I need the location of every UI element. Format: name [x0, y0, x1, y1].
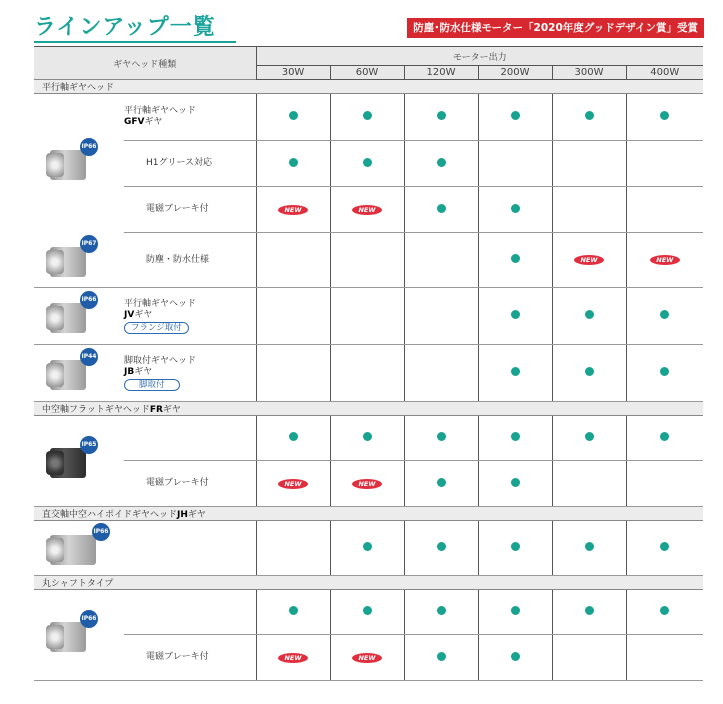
title-underline	[34, 41, 236, 43]
avail-cell	[256, 416, 330, 461]
available-dot	[660, 367, 669, 376]
avail-cell	[552, 94, 626, 141]
motor-image-gfv	[34, 94, 124, 233]
new-badge: NEW	[278, 205, 308, 215]
avail-cell	[552, 345, 626, 402]
avail-cell	[330, 521, 404, 576]
row-label-jb: 脚取付ギヤヘッド JBギヤ 脚取付	[124, 345, 256, 402]
motor-image-jv	[34, 288, 124, 345]
avail-cell	[552, 416, 626, 461]
avail-cell	[330, 416, 404, 461]
avail-cell	[256, 521, 330, 576]
avail-cell	[330, 590, 404, 635]
avail-cell	[404, 141, 478, 187]
new-badge: NEW	[352, 653, 382, 663]
avail-cell	[478, 521, 552, 576]
avail-cell	[552, 141, 626, 187]
avail-cell	[330, 345, 404, 402]
available-dot	[511, 111, 520, 120]
row-label-brake: 電磁ブレーキ付	[124, 635, 256, 681]
avail-cell	[626, 345, 703, 402]
ip-badge: IP44	[80, 348, 98, 366]
available-dot	[511, 367, 520, 376]
available-dot	[289, 606, 298, 615]
page-title: ラインアップ一覧	[34, 15, 216, 40]
avail-cell	[256, 461, 330, 507]
avail-cell	[478, 461, 552, 507]
available-dot	[585, 606, 594, 615]
available-dot	[585, 111, 594, 120]
output-col-header: 200W	[478, 66, 552, 80]
mount-pill: フランジ取付	[124, 322, 189, 334]
ip-badge: IP66	[92, 523, 110, 541]
new-badge: NEW	[650, 255, 680, 265]
ip-badge: IP66	[80, 291, 98, 309]
available-dot	[437, 432, 446, 441]
avail-cell	[330, 635, 404, 681]
avail-cell	[552, 288, 626, 345]
available-dot	[437, 542, 446, 551]
avail-cell	[552, 635, 626, 681]
available-dot	[511, 606, 520, 615]
available-dot	[585, 367, 594, 376]
avail-cell	[404, 416, 478, 461]
available-dot	[511, 254, 520, 263]
available-dot	[437, 204, 446, 213]
avail-cell	[330, 141, 404, 187]
available-dot	[363, 542, 372, 551]
mount-pill: 脚取付	[124, 379, 180, 391]
available-dot	[660, 542, 669, 551]
section-header-parallel: 平行軸ギヤヘッド	[34, 80, 703, 94]
avail-cell	[330, 288, 404, 345]
avail-cell	[552, 521, 626, 576]
avail-cell	[404, 187, 478, 233]
available-dot	[511, 652, 520, 661]
avail-cell	[552, 187, 626, 233]
available-dot	[585, 432, 594, 441]
avail-cell	[256, 187, 330, 233]
avail-cell	[256, 345, 330, 402]
lineup-table	[34, 46, 703, 681]
avail-cell	[330, 461, 404, 507]
avail-cell	[404, 233, 478, 288]
available-dot	[289, 158, 298, 167]
available-dot	[660, 432, 669, 441]
avail-cell	[330, 187, 404, 233]
avail-cell	[330, 94, 404, 141]
available-dot	[437, 158, 446, 167]
row-label-jv: 平行軸ギヤヘッド JVギヤ フランジ取付	[124, 288, 256, 345]
avail-cell	[626, 461, 703, 507]
available-dot	[660, 310, 669, 319]
available-dot	[437, 652, 446, 661]
avail-cell	[478, 590, 552, 635]
avail-cell	[626, 590, 703, 635]
motor-image-round	[34, 590, 124, 681]
avail-cell	[256, 635, 330, 681]
new-badge: NEW	[574, 255, 604, 265]
available-dot	[511, 310, 520, 319]
available-dot	[511, 432, 520, 441]
available-dot	[511, 542, 520, 551]
available-dot	[289, 432, 298, 441]
avail-cell	[478, 416, 552, 461]
available-dot	[511, 478, 520, 487]
avail-cell	[404, 461, 478, 507]
ip-badge: IP65	[80, 436, 98, 454]
motor-output-header: モーター出力	[256, 47, 703, 66]
avail-cell	[626, 187, 703, 233]
avail-cell	[330, 233, 404, 288]
motor-image-fr	[34, 416, 124, 507]
avail-cell	[404, 288, 478, 345]
section-header-jh: 直交軸中空ハイポイドギヤヘッドJHギヤ	[34, 507, 703, 521]
avail-cell	[256, 94, 330, 141]
available-dot	[363, 606, 372, 615]
section-header-round: 丸シャフトタイプ	[34, 576, 703, 590]
new-badge: NEW	[278, 479, 308, 489]
ip-badge: IP66	[80, 610, 98, 628]
row-label-brake: 電磁ブレーキ付	[124, 187, 256, 233]
header	[34, 10, 704, 40]
avail-cell	[256, 141, 330, 187]
new-badge: NEW	[278, 653, 308, 663]
available-dot	[363, 432, 372, 441]
motor-image-jb	[34, 345, 124, 402]
available-dot	[585, 542, 594, 551]
avail-cell	[626, 233, 703, 288]
avail-cell	[626, 416, 703, 461]
output-col-header: 400W	[626, 66, 703, 80]
avail-cell	[626, 141, 703, 187]
avail-cell	[626, 521, 703, 576]
row-label-brake: 電磁ブレーキ付	[124, 461, 256, 507]
avail-cell	[626, 635, 703, 681]
available-dot	[660, 606, 669, 615]
output-col-header: 300W	[552, 66, 626, 80]
avail-cell	[478, 141, 552, 187]
avail-cell	[404, 635, 478, 681]
avail-cell	[256, 590, 330, 635]
avail-cell	[478, 288, 552, 345]
available-dot	[585, 310, 594, 319]
avail-cell	[552, 461, 626, 507]
motor-image-ip67	[34, 233, 124, 288]
available-dot	[363, 158, 372, 167]
row-label-gfv: 平行軸ギヤヘッド GFVギヤ	[124, 94, 256, 141]
section-header-fr: 中空軸フラットギヤヘッドFRギヤ	[34, 402, 703, 416]
avail-cell	[478, 233, 552, 288]
award-banner: 防塵･防水仕様モーター「2020年度グッドデザイン賞」受賞	[407, 18, 704, 38]
avail-cell	[404, 590, 478, 635]
avail-cell	[256, 233, 330, 288]
avail-cell	[404, 94, 478, 141]
new-badge: NEW	[352, 205, 382, 215]
avail-cell	[404, 521, 478, 576]
avail-cell	[256, 288, 330, 345]
available-dot	[437, 111, 446, 120]
available-dot	[511, 204, 520, 213]
avail-cell	[478, 635, 552, 681]
output-col-header: 60W	[330, 66, 404, 80]
output-col-header: 30W	[256, 66, 330, 80]
ip-badge: IP67	[80, 235, 98, 253]
gearhead-type-header: ギヤヘッド種類	[34, 47, 256, 80]
avail-cell	[552, 590, 626, 635]
avail-cell	[626, 288, 703, 345]
available-dot	[437, 606, 446, 615]
available-dot	[660, 111, 669, 120]
available-dot	[289, 111, 298, 120]
new-badge: NEW	[352, 479, 382, 489]
avail-cell	[478, 94, 552, 141]
motor-image-jh	[34, 521, 124, 576]
row-label-dustproof: 防塵・防水仕様	[124, 233, 256, 288]
avail-cell	[626, 94, 703, 141]
avail-cell	[552, 233, 626, 288]
avail-cell	[478, 187, 552, 233]
avail-cell	[478, 345, 552, 402]
available-dot	[363, 111, 372, 120]
avail-cell	[404, 345, 478, 402]
available-dot	[437, 478, 446, 487]
row-label-h1: H1グリース対応	[124, 141, 256, 187]
output-col-header: 120W	[404, 66, 478, 80]
ip-badge: IP66	[80, 138, 98, 156]
